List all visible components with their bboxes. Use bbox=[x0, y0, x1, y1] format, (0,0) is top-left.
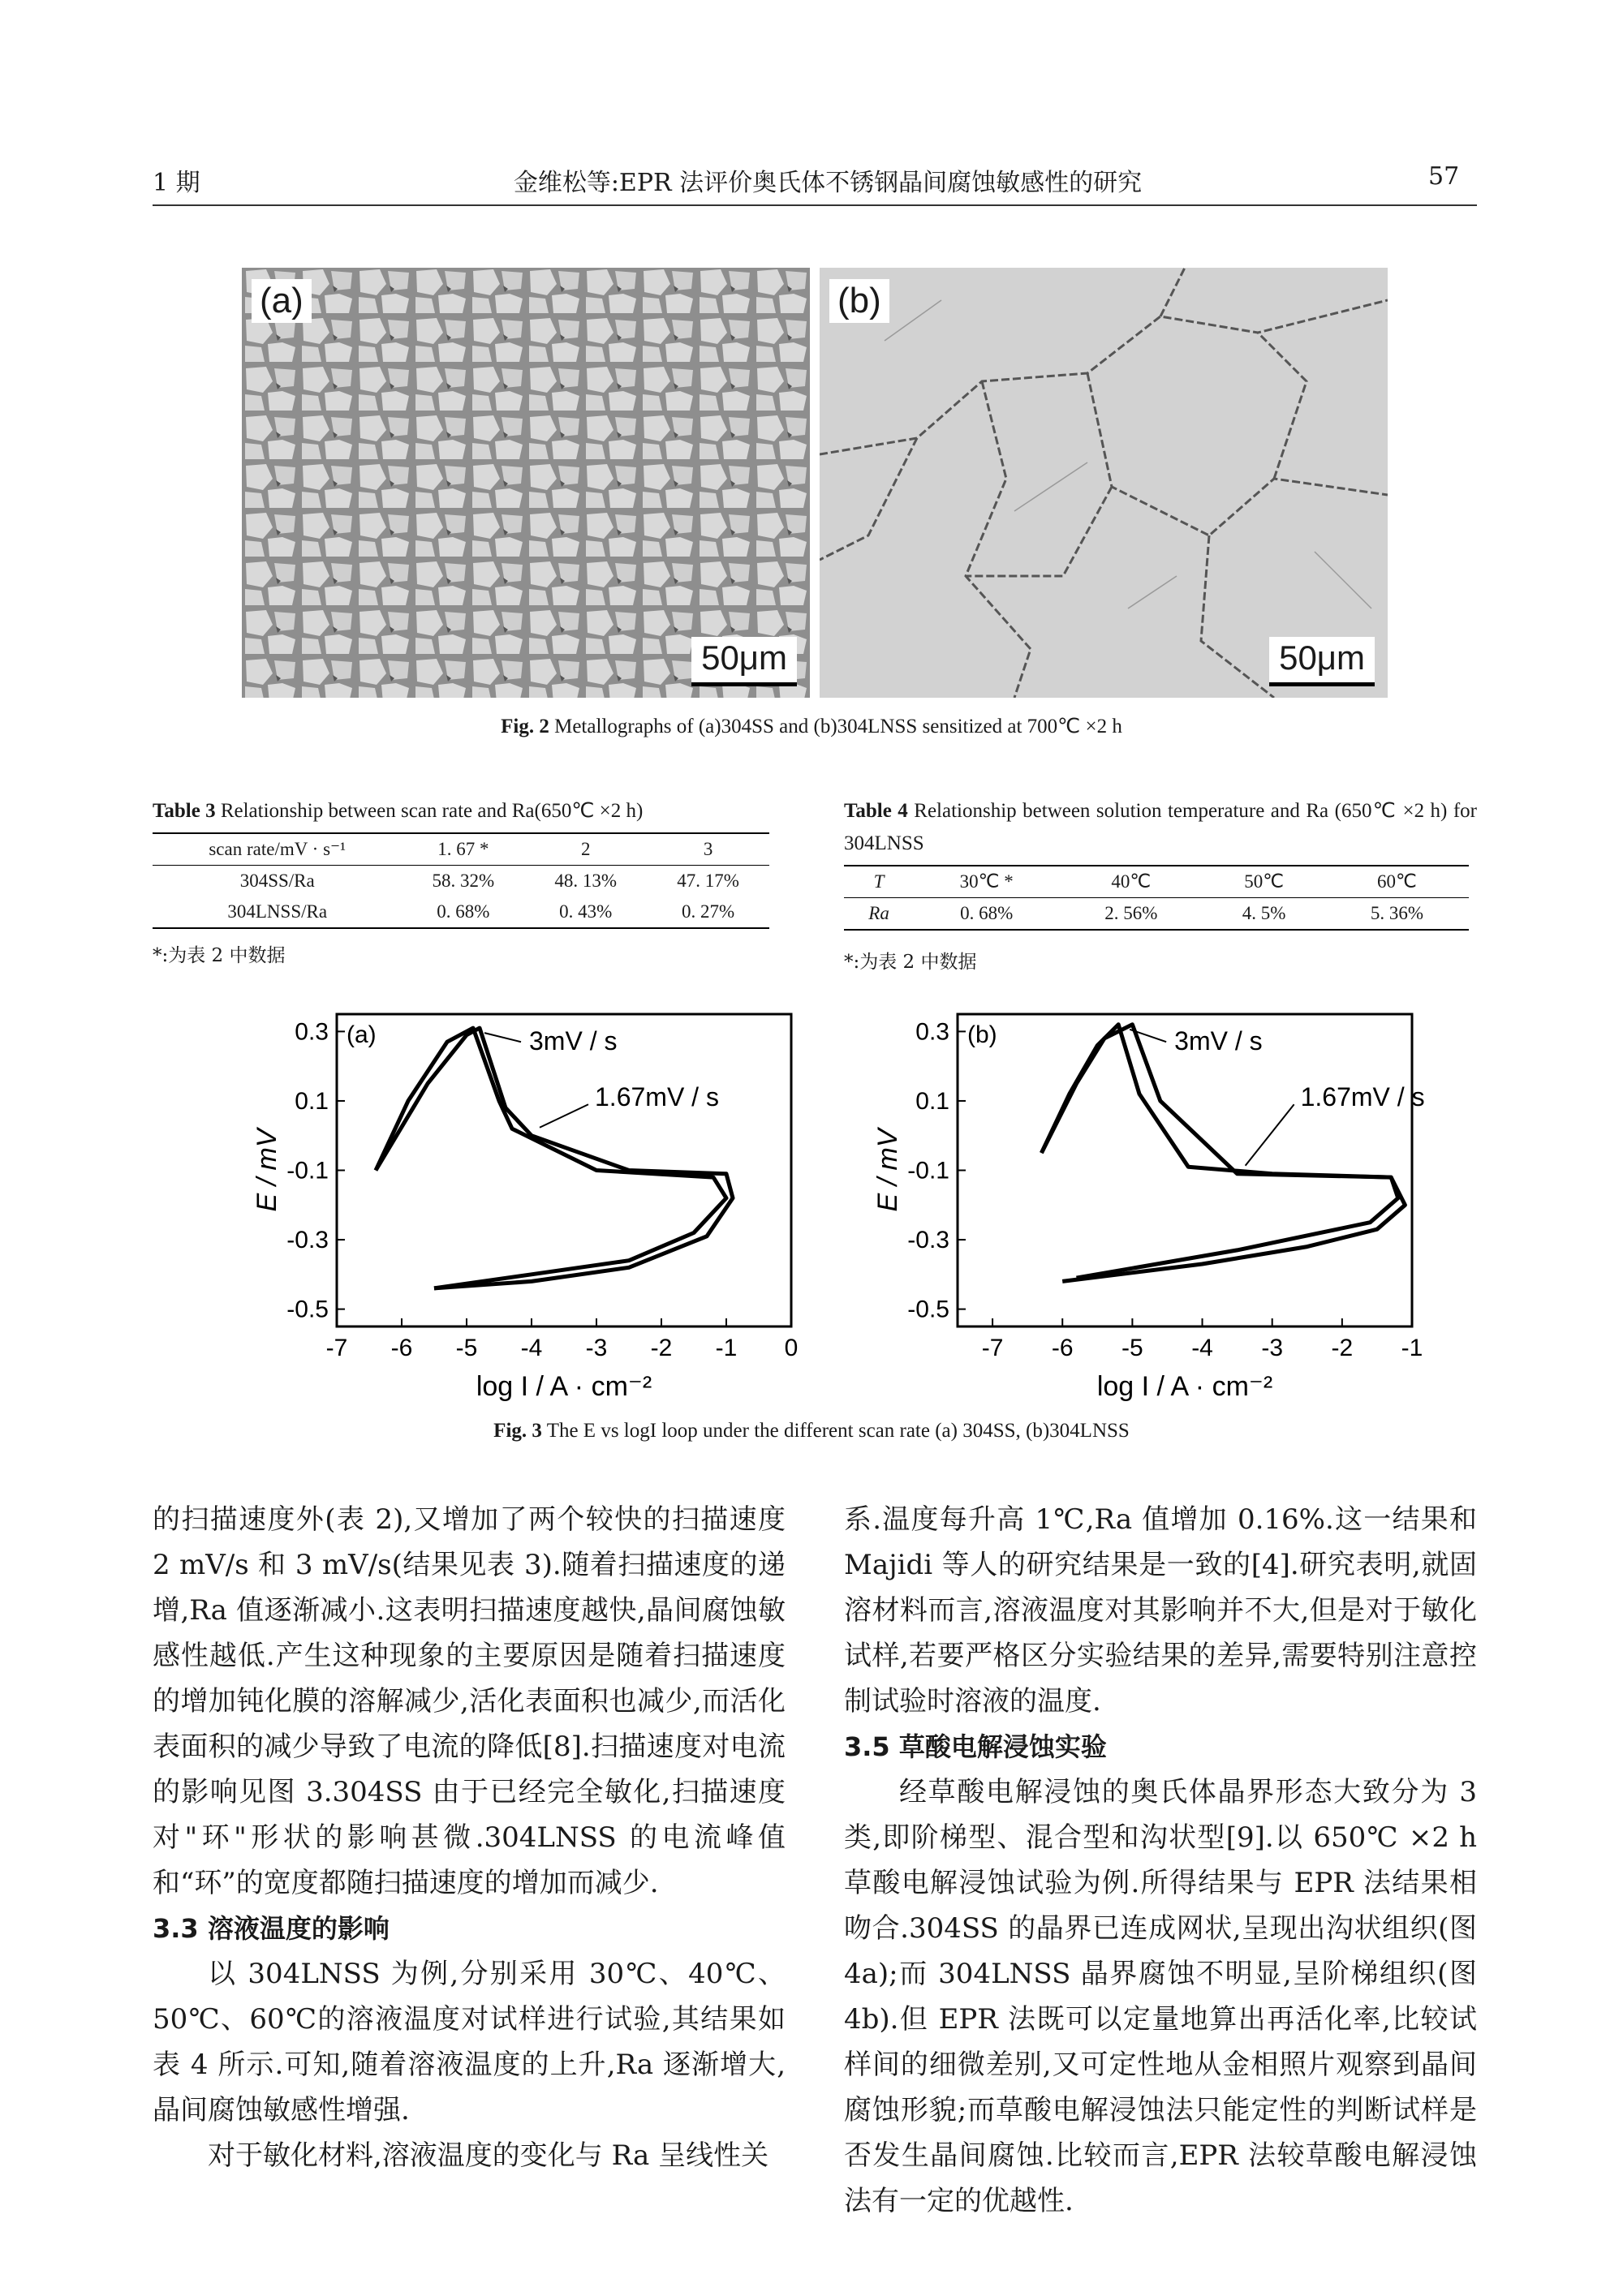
chart-a-annotation-leader bbox=[484, 1033, 521, 1042]
chart-b-x-tick-label: -5 bbox=[1121, 1335, 1143, 1361]
chart-b-x-tick-label: -2 bbox=[1331, 1335, 1354, 1361]
chart-a-y-tick-label: 0.3 bbox=[295, 1018, 329, 1046]
table3-cell: 0. 68% bbox=[437, 901, 490, 922]
table3-header-cell: 2 bbox=[580, 839, 591, 859]
chart-b-plot-frame bbox=[958, 1014, 1412, 1326]
table3-cell: 0. 27% bbox=[681, 901, 735, 922]
right-column bbox=[844, 1497, 1477, 2224]
panel-b-label: (b) bbox=[829, 279, 889, 323]
table3-cell: 47. 17% bbox=[677, 871, 739, 891]
table3-header-cell: scan rate/mV · s⁻¹ bbox=[209, 839, 347, 859]
chart-a-x-tick-label: -3 bbox=[585, 1335, 608, 1361]
chart-b-y-tick-label: 0.3 bbox=[915, 1018, 949, 1046]
table3-title bbox=[153, 795, 777, 828]
chart-a-x-tick-label: -5 bbox=[455, 1335, 478, 1361]
chart-b-x-tick-label: -4 bbox=[1191, 1335, 1213, 1361]
table4-title-label: Table 4 bbox=[844, 800, 908, 822]
scale-bar-b: 50μm bbox=[1269, 637, 1375, 686]
chart-b-y-tick-label: 0.1 bbox=[915, 1087, 949, 1115]
chart-b-x-tick-label: -3 bbox=[1261, 1335, 1284, 1361]
chart-a-plot-frame bbox=[337, 1014, 791, 1326]
running-title: 金维松等:EPR 法评价奥氏体不锈钢晶间腐蚀敏感性的研究 bbox=[513, 169, 1143, 197]
scale-bar-a: 50μm bbox=[691, 637, 797, 686]
table3-cell: 304SS/Ra bbox=[239, 871, 315, 891]
table4-grid bbox=[844, 865, 1469, 931]
chart-a-y-tick-label: -0.3 bbox=[286, 1227, 329, 1254]
chart-b-y-axis-label: E / mV bbox=[872, 1129, 903, 1212]
chart-a-x-tick-label: -7 bbox=[325, 1335, 348, 1361]
issue-number: 1 期 bbox=[153, 169, 200, 197]
right-paragraph-2: 经草酸电解浸蚀的奥氏体晶界形态大致分为 3 类,即阶梯型、混合型和沟状型[9].以 650℃ ×2 h 草酸电解浸蚀试验为例.所得结果与 EPR 法结果相吻合.304SS 的晶界已连成网状,呈现出沟状组织(图 4a);而 304LNSS 晶界腐蚀不明显,呈阶梯组织(图 4b).但 EPR 法既可以定量地算出再活化率,比较试样间的细微差别,又可定性地从金相照片观察到晶间腐蚀形貌;而草酸电解浸蚀法只能定性的判断试样是否发生晶间腐蚀.比较而言,EPR 法较草酸电解浸蚀法有一定的优越性. bbox=[844, 1776, 1477, 2217]
chart-b-y-tick-label: -0.1 bbox=[907, 1157, 949, 1185]
table3-cell: 48. 13% bbox=[554, 871, 618, 891]
table4-header-cell: 30℃ * bbox=[959, 871, 1014, 892]
table4-header-cell: 50℃ bbox=[1244, 871, 1285, 892]
table3-note: *:为表 2 中数据 bbox=[153, 945, 286, 966]
chart-a-x-axis-label: log I / A · cm⁻² bbox=[476, 1371, 652, 1402]
chart-b-annotation-leader bbox=[1246, 1104, 1294, 1166]
table3-header-cell: 3 bbox=[703, 839, 713, 859]
chart-a-x-tick-label: -1 bbox=[715, 1335, 738, 1361]
page-number: 57 bbox=[1428, 162, 1460, 191]
table3-title-text: Relationship between scan rate and Ra(650℃ ×2 h) bbox=[215, 800, 644, 822]
chart-a-y-tick-label: -0.5 bbox=[286, 1296, 329, 1323]
table3-cell: 58. 32% bbox=[432, 871, 495, 891]
table4-note: *:为表 2 中数据 bbox=[844, 952, 977, 973]
chart-a-annotation-leader bbox=[540, 1104, 588, 1128]
table4-cell: 0. 68% bbox=[960, 903, 1014, 923]
table3 bbox=[153, 795, 777, 967]
chart-b-series-line-1-67mv bbox=[1041, 1025, 1405, 1282]
figure2-caption-label: Fig. 2 bbox=[501, 716, 549, 737]
figure3-caption-label: Fig. 3 bbox=[493, 1420, 542, 1442]
chart-b-x-axis-label: log I / A · cm⁻² bbox=[1096, 1371, 1273, 1402]
section-heading-3-3: 3.3 溶液温度的影响 bbox=[153, 1913, 390, 1944]
figure3-caption-text: The E vs logI loop under the different scan rate (a) 304SS, (b)304LNSS bbox=[541, 1420, 1130, 1442]
chart-a-y-tick-label: -0.1 bbox=[286, 1157, 329, 1185]
table4-title-text: Relationship between solution temperature and Ra (650℃ ×2 h) for 304LNSS bbox=[844, 800, 1478, 854]
chart-a-panel-label: (a) bbox=[347, 1021, 377, 1048]
chart-b-x-tick-label: -6 bbox=[1051, 1335, 1074, 1361]
chart-a-x-tick-label: 0 bbox=[784, 1335, 799, 1361]
table4 bbox=[844, 795, 1477, 974]
chart-a-x-tick-label: -6 bbox=[390, 1335, 413, 1361]
table3-cell: 304LNSS/Ra bbox=[227, 901, 328, 922]
table4-header-cell: 60℃ bbox=[1377, 871, 1417, 892]
table3-cell: 0. 43% bbox=[559, 901, 613, 922]
micrograph-a bbox=[242, 268, 810, 698]
chart-b-annotation-label: 3mV / s bbox=[1174, 1026, 1263, 1056]
chart-a-x-tick-label: -4 bbox=[520, 1335, 543, 1361]
table4-cell: 2. 56% bbox=[1104, 903, 1158, 923]
table4-cell: 4. 5% bbox=[1242, 903, 1286, 923]
right-paragraph-1: 系.温度每升高 1℃,Ra 值增加 0.16%.这一结果和 Majidi 等人的研究结果是一致的[4].研究表明,就固溶材料而言,溶液温度对其影响并不大,但是对于敏化试样,若要严格区分实验结果的差异,需要特别注意控制试验时溶液的温度. bbox=[844, 1503, 1477, 1718]
chart-b-annotation-label: 1.67mV / s bbox=[1300, 1082, 1425, 1112]
chart-a-y-tick-label: 0.1 bbox=[295, 1087, 329, 1115]
table4-header-cell: 40℃ bbox=[1111, 871, 1152, 892]
figure2-caption bbox=[243, 714, 1380, 738]
micrograph-b-image bbox=[820, 268, 1388, 698]
table3-header-cell: 1. 67 * bbox=[437, 839, 489, 859]
chart-b-y-tick-label: -0.5 bbox=[907, 1296, 949, 1323]
chart-a-annotation-label: 3mV / s bbox=[529, 1026, 618, 1056]
micrograph-a-image bbox=[242, 268, 810, 698]
header-rule bbox=[153, 204, 1477, 206]
chart-b-x-tick-label: -1 bbox=[1401, 1335, 1423, 1361]
figure2-caption-text: Metallographs of (a)304SS and (b)304LNSS sensitized at 700℃ ×2 h bbox=[549, 716, 1122, 737]
micrograph-b bbox=[820, 268, 1388, 698]
table3-grid bbox=[153, 832, 769, 929]
table3-title-label: Table 3 bbox=[153, 800, 216, 822]
table4-title bbox=[844, 795, 1477, 860]
chart-a-annotation-label: 1.67mV / s bbox=[595, 1082, 719, 1112]
left-paragraph-3: 对于敏化材料,溶液温度的变化与 Ra 呈线性关 bbox=[208, 2139, 769, 2172]
table4-cell: 5. 36% bbox=[1370, 903, 1424, 923]
panel-a-label: (a) bbox=[252, 279, 312, 323]
table4-header-cell: T bbox=[873, 871, 885, 892]
chart-b-x-tick-label: -7 bbox=[981, 1335, 1004, 1361]
table4-cell: Ra bbox=[868, 903, 889, 923]
chart-a bbox=[195, 1002, 812, 1408]
chart-b bbox=[816, 1002, 1432, 1408]
chart-b-y-tick-label: -0.3 bbox=[907, 1227, 949, 1254]
figure3-caption bbox=[243, 1420, 1380, 1443]
chart-b-series-line-3mv bbox=[1041, 1025, 1397, 1278]
chart-a-y-axis-label: E / mV bbox=[252, 1129, 282, 1212]
left-paragraph-2: 以 304LNSS 为例,分别采用 30℃、40℃、50℃、60℃的溶液温度对试样进行试验,其结果如表 4 所示.可知,随着溶液温度的上升,Ra 逐渐增大,晶间腐蚀敏感性增强. bbox=[153, 1958, 786, 2126]
left-column bbox=[153, 1497, 786, 2178]
left-paragraph-1: 的扫描速度外(表 2),又增加了两个较快的扫描速度 2 mV/s 和 3 mV/s(结果见表 3).随着扫描速度的递增,Ra 值逐渐减小.这表明扫描速度越快,晶间腐蚀敏感性越低.产生这种现象的主要原因是随着扫描速度的增加钝化膜的溶解减少,活化表面积也减少,而活化表面积的减少导致了电流的降低[8].扫描速度对电流的影响见图 3.304SS 由于已经完全敏化,扫描速度对"环"形状的影响甚微.304LNSS 的电流峰值和“环”的宽度都随扫描速度的增加而减少. bbox=[153, 1503, 786, 1899]
chart-a-x-tick-label: -2 bbox=[650, 1335, 673, 1361]
section-heading-3-5: 3.5 草酸电解浸蚀实验 bbox=[844, 1731, 1107, 1762]
chart-b-panel-label: (b) bbox=[967, 1021, 997, 1048]
